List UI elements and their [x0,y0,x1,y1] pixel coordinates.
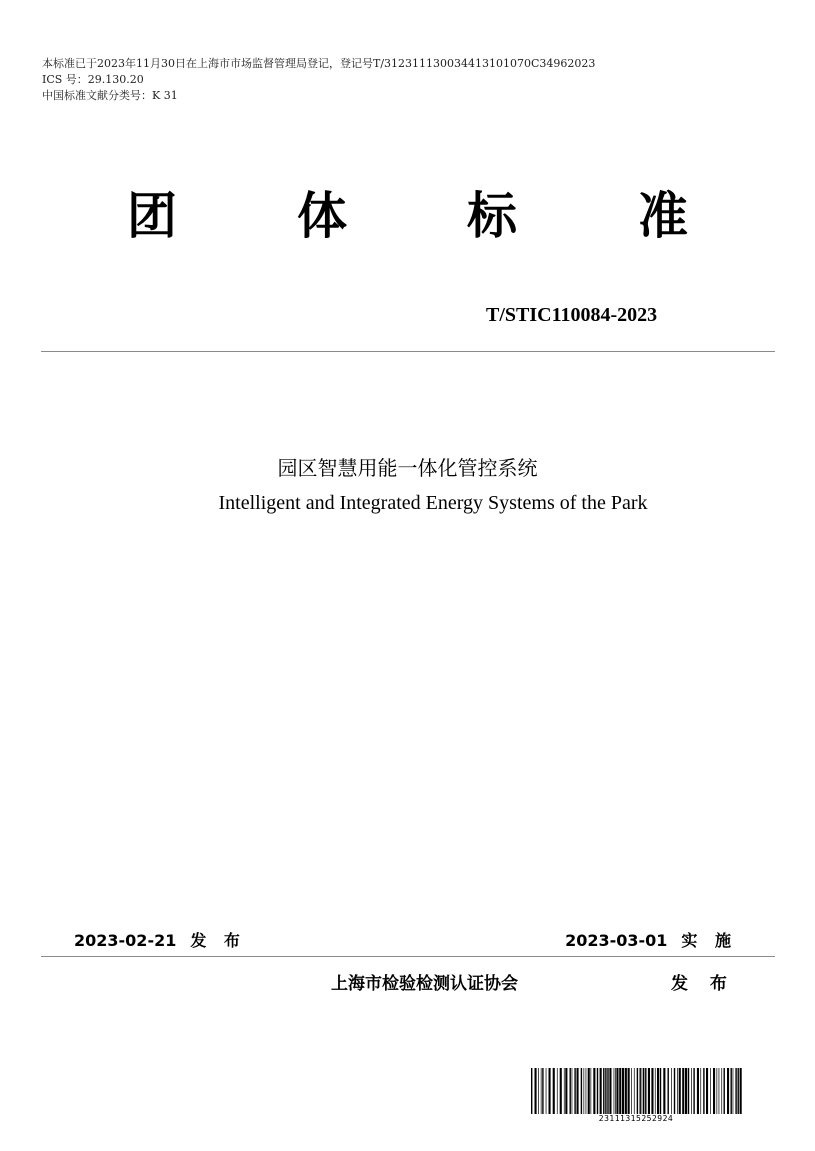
implement-label: 实 施 [681,931,737,950]
publisher-label: 发 布 [671,974,735,994]
issue-label: 发 布 [190,931,246,950]
ccs-line: 中国标准文献分类号：K 31 [42,89,178,102]
document-type-heading [0,186,815,246]
registration-info [42,56,595,104]
barcode-number: 23111315252924 [598,1114,674,1123]
standard-number: T/STIC110084-2023 [486,304,658,326]
issue-date: 2023-02-21 [74,931,177,950]
title-chinese: 园区智慧用能一体化管控系统 [277,456,538,480]
issue-date-block [74,928,246,951]
doc-type-char: 标 [467,187,517,245]
ics-line: ICS 号：29.130.20 [42,73,144,86]
top-divider [41,351,775,352]
doc-type-char: 准 [638,187,688,245]
doc-type-char: 团 [127,187,177,245]
doc-type-char: 体 [297,187,347,245]
publisher-name: 上海市检验检测认证协会 [331,974,518,994]
title-english: Intelligent and Integrated Energy Systems of the Park [218,492,648,514]
barcode-icon [530,1068,742,1114]
barcode [530,1068,742,1124]
implement-date: 2023-03-01 [565,931,668,950]
registration-line: 本标准已于2023年11月30日在上海市市场监督管理局登记，登记号T/312311130034413101070C34962023 [42,57,596,70]
implement-date-block [565,928,737,951]
bottom-divider [41,956,775,957]
